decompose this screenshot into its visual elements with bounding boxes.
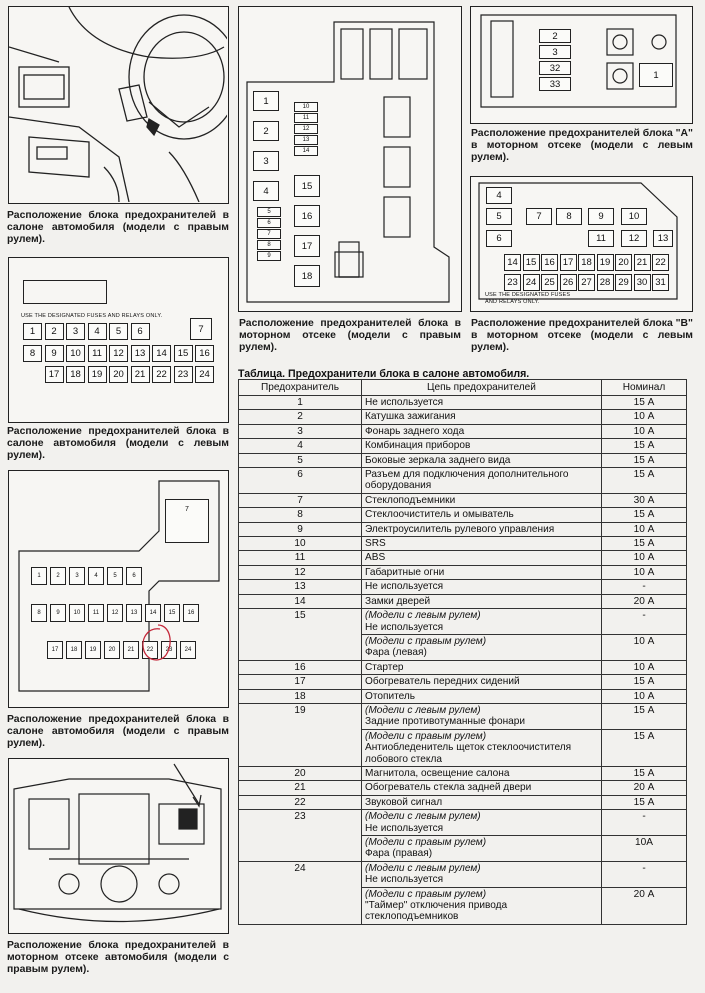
engine-bay-drawing — [9, 759, 227, 932]
circuit-cell — [362, 729, 602, 766]
circuit-cell — [362, 660, 602, 674]
figure-block-b — [470, 176, 693, 312]
fuse-number: 20 — [239, 766, 362, 780]
fuse-15: 15 — [294, 175, 320, 197]
table-row — [239, 508, 687, 522]
circuit-cell — [362, 594, 602, 608]
fuse-21: 21 — [123, 641, 139, 659]
table-row — [239, 609, 687, 635]
fuse-number: 21 — [239, 781, 362, 795]
circuit-text: Отопитель — [365, 690, 416, 702]
rating-cell: - — [602, 861, 687, 887]
circuit-cell — [362, 551, 602, 565]
fuse-16: 16 — [294, 205, 320, 227]
fuse-2: 2 — [539, 29, 571, 43]
fuse-23: 23 — [504, 274, 521, 291]
relay-7: 7 — [165, 499, 209, 543]
circuit-cell — [362, 508, 602, 522]
table-row — [239, 537, 687, 551]
circuit-cell — [362, 537, 602, 551]
circuit-text: Комбинация приборов — [365, 440, 471, 452]
circuit-cell — [362, 396, 602, 410]
table-row — [239, 493, 687, 507]
table-row — [239, 703, 687, 729]
rating-cell: - — [602, 810, 687, 836]
rating-cell: 10 А — [602, 424, 687, 438]
fuse-21: 21 — [634, 254, 651, 271]
fuse-7: 7 — [257, 229, 281, 239]
fuse-4: 4 — [88, 567, 104, 585]
fuse-19: 19 — [597, 254, 614, 271]
designated-fuses-note: USE THE DESIGNATED FUSES AND RELAYS ONLY. — [21, 313, 163, 319]
fuse-number: 22 — [239, 795, 362, 809]
circuit-text: Стартер — [365, 661, 404, 673]
fuse-6: 6 — [486, 230, 512, 247]
fuse-15: 15 — [523, 254, 540, 271]
rating-cell: 15 А — [602, 729, 687, 766]
fuse-3: 3 — [69, 567, 85, 585]
fuse-31: 31 — [652, 274, 669, 291]
dashboard-drawing — [9, 7, 227, 202]
fuse-8: 8 — [257, 240, 281, 250]
fuse-14: 14 — [152, 345, 171, 362]
rating-cell: 15 А — [602, 508, 687, 522]
fuse-4: 4 — [88, 323, 107, 340]
model-note: (Модели с правым рулем) — [365, 730, 487, 742]
fuse-18: 18 — [66, 366, 85, 383]
fuse-11: 11 — [88, 345, 107, 362]
circuit-cell — [362, 703, 602, 729]
fuse-table — [238, 379, 687, 925]
circuit-text: Задние противотуманные фонари — [365, 716, 526, 728]
circuit-text: Не используется — [365, 581, 444, 593]
table-row — [239, 439, 687, 453]
fuse-17: 17 — [560, 254, 577, 271]
table-row — [239, 424, 687, 438]
fuse-5: 5 — [107, 567, 123, 585]
fuse-number: 13 — [239, 580, 362, 594]
fuse-number: 6 — [239, 468, 362, 494]
circuit-cell — [362, 781, 602, 795]
circuit-text: Стеклоочиститель и омыватель — [365, 509, 514, 521]
fuse-12: 12 — [107, 604, 123, 622]
fuse-number: 1 — [239, 396, 362, 410]
fuse-number: 9 — [239, 522, 362, 536]
circuit-text: ABS — [365, 552, 386, 564]
fuse-7: 7 — [526, 208, 552, 225]
table-row — [239, 410, 687, 424]
fuse-10: 10 — [294, 102, 318, 112]
figure-rhd-engine-fuse-box — [238, 6, 462, 312]
model-note: (Модели с правым рулем) — [365, 888, 487, 900]
fuse-18: 18 — [66, 641, 82, 659]
fuse-number: 5 — [239, 453, 362, 467]
header-rating: Номинал — [602, 380, 687, 396]
fuse-number: 23 — [239, 810, 362, 862]
circuit-text: Замки дверей — [365, 595, 431, 607]
rating-cell: 20 А — [602, 887, 687, 924]
table-row — [239, 453, 687, 467]
table-row — [239, 689, 687, 703]
rating-cell: - — [602, 580, 687, 594]
circuit-text: Звуковой сигнал — [365, 796, 443, 808]
circuit-text: Боковые зеркала заднего вида — [365, 454, 511, 466]
table-row — [239, 580, 687, 594]
circuit-cell — [362, 565, 602, 579]
designated-fuses-note-line1: USE THE DESIGNATED FUSES — [485, 292, 571, 298]
fuse-number: 19 — [239, 703, 362, 766]
fuse-9: 9 — [45, 345, 64, 362]
fuse-1: 1 — [31, 567, 47, 585]
model-note: (Модели с левым рулем) — [365, 862, 481, 874]
circuit-cell — [362, 453, 602, 467]
fuse-24: 24 — [195, 366, 214, 383]
circuit-cell — [362, 468, 602, 494]
header-fuse: Предохранитель — [239, 380, 362, 396]
table-row — [239, 594, 687, 608]
rating-cell: - — [602, 609, 687, 635]
fuse-17: 17 — [45, 366, 64, 383]
rating-cell: 15 А — [602, 396, 687, 410]
rating-cell: 20 А — [602, 781, 687, 795]
fuse-number: 17 — [239, 675, 362, 689]
fuse-20: 20 — [109, 366, 128, 383]
rating-cell: 10 А — [602, 689, 687, 703]
circuit-text: Разъем для подключения дополнительного оборудования — [365, 469, 569, 492]
table-row — [239, 468, 687, 494]
rating-cell: 10А — [602, 836, 687, 862]
table-row — [239, 660, 687, 674]
fuse-1: 1 — [253, 91, 279, 111]
circuit-text: Обогреватель стекла задней двери — [365, 782, 532, 794]
designated-fuses-note-line2: AND RELAYS ONLY. — [485, 299, 540, 305]
fuse-33: 33 — [539, 77, 571, 91]
fuse-number: 15 — [239, 609, 362, 661]
fuse-9: 9 — [50, 604, 66, 622]
fuse-13: 13 — [653, 230, 673, 247]
circuit-cell — [362, 634, 602, 660]
relay-slot-top — [23, 280, 107, 304]
circuit-cell — [362, 689, 602, 703]
fuse-6: 6 — [131, 323, 150, 340]
fuse-number: 2 — [239, 410, 362, 424]
red-circle-mark — [138, 621, 178, 665]
table-row — [239, 781, 687, 795]
fuse-number: 12 — [239, 565, 362, 579]
circuit-text: "Таймер" отключения привода стеклоподъемников — [365, 900, 508, 923]
relay-7: 7 — [190, 318, 212, 340]
fuse-14: 14 — [145, 604, 161, 622]
fuse-8: 8 — [31, 604, 47, 622]
fuse-29: 29 — [615, 274, 632, 291]
table-row — [239, 675, 687, 689]
table-row — [239, 565, 687, 579]
fuse-6: 6 — [126, 567, 142, 585]
circuit-cell — [362, 522, 602, 536]
fuse-27: 27 — [578, 274, 595, 291]
rating-cell: 15 А — [602, 675, 687, 689]
rating-cell: 15 А — [602, 703, 687, 729]
fuse-22: 22 — [142, 641, 158, 659]
rating-cell: 15 А — [602, 795, 687, 809]
figure-cabin-block-location — [8, 6, 229, 204]
caption-figure-2: Расположение предохранителей блока в салоне автомобиля (модели с левым рулем). — [7, 426, 229, 461]
fuse-number: 11 — [239, 551, 362, 565]
fuse-number: 16 — [239, 660, 362, 674]
fuse-11: 11 — [88, 604, 104, 622]
fuse-number: 24 — [239, 861, 362, 924]
fuse-9: 9 — [588, 208, 614, 225]
fuse-26: 26 — [560, 274, 577, 291]
header-circuit: Цепь предохранителей — [362, 380, 602, 396]
caption-figure-6: Расположение предохранителей блока "А" в моторном отсеке (модели с левым рулем). — [471, 128, 693, 163]
circuit-text: Катушка зажигания — [365, 411, 456, 423]
figure-block-a — [470, 6, 693, 124]
circuit-text: Не используется — [365, 822, 444, 834]
relay-1: 1 — [639, 63, 673, 87]
fuse-10: 10 — [66, 345, 85, 362]
rating-cell: 15 А — [602, 439, 687, 453]
fuse-8: 8 — [23, 345, 42, 362]
fuse-22: 22 — [152, 366, 171, 383]
circuit-cell — [362, 675, 602, 689]
rating-cell: 10 А — [602, 410, 687, 424]
fuse-15: 15 — [174, 345, 193, 362]
fuse-number: 14 — [239, 594, 362, 608]
fuse-15: 15 — [164, 604, 180, 622]
fuse-12: 12 — [109, 345, 128, 362]
circuit-text: Фара (левая) — [365, 647, 427, 659]
fuse-2: 2 — [45, 323, 64, 340]
rating-cell: 10 А — [602, 660, 687, 674]
circuit-text: Электроусилитель рулевого управления — [365, 523, 555, 535]
table-row — [239, 766, 687, 780]
fuse-10: 10 — [621, 208, 647, 225]
circuit-cell — [362, 795, 602, 809]
fuse-2: 2 — [253, 121, 279, 141]
circuit-cell — [362, 766, 602, 780]
model-note: (Модели с левым рулем) — [365, 811, 481, 823]
fuse-14: 14 — [294, 146, 318, 156]
circuit-cell — [362, 439, 602, 453]
circuit-cell — [362, 424, 602, 438]
fuse-9: 9 — [257, 251, 281, 261]
fuse-14: 14 — [504, 254, 521, 271]
fuse-11: 11 — [294, 113, 318, 123]
circuit-text: Не используется — [365, 621, 444, 633]
rating-cell: 15 А — [602, 766, 687, 780]
fuse-3: 3 — [253, 151, 279, 171]
model-note: (Модели с левым рулем) — [365, 610, 481, 622]
circuit-text: Антиобледенитель щеток стеклоочистителя лобового стекла — [365, 742, 572, 765]
fuse-21: 21 — [131, 366, 150, 383]
circuit-cell — [362, 810, 602, 836]
fuse-number: 18 — [239, 689, 362, 703]
rating-cell: 15 А — [602, 453, 687, 467]
fuse-number: 10 — [239, 537, 362, 551]
table-row — [239, 396, 687, 410]
rating-cell: 15 А — [602, 537, 687, 551]
caption-figure-7: Расположение предохранителей блока "В" в моторном отсеке (модели с левым рулем). — [471, 318, 693, 353]
circuit-cell — [362, 580, 602, 594]
fuse-number: 3 — [239, 424, 362, 438]
table-row — [239, 861, 687, 887]
fuse-23: 23 — [174, 366, 193, 383]
fuse-8: 8 — [556, 208, 582, 225]
fuse-19: 19 — [85, 641, 101, 659]
circuit-text: SRS — [365, 538, 386, 550]
fuse-3: 3 — [539, 45, 571, 59]
caption-figure-5: Расположение предохранителей блока в моторном отсеке (модели с правым рулем). — [239, 318, 461, 353]
rating-cell: 15 А — [602, 468, 687, 494]
circuit-text: Не используется — [365, 874, 444, 886]
fuse-6: 6 — [257, 218, 281, 228]
circuit-cell — [362, 410, 602, 424]
figure-engine-bay-location — [8, 758, 229, 934]
caption-figure-1: Расположение блока предохранителей в салоне автомобиля (модели с правым рулем). — [7, 210, 229, 245]
circuit-text: Обогреватель передних сидений — [365, 676, 520, 688]
model-note: (Модели с правым рулем) — [365, 635, 487, 647]
fuse-16: 16 — [195, 345, 214, 362]
fuse-11: 11 — [588, 230, 614, 247]
fuse-16: 16 — [183, 604, 199, 622]
figure-rhd-cabin-fuse-box — [8, 470, 229, 708]
fuse-19: 19 — [88, 366, 107, 383]
fuse-24: 24 — [180, 641, 196, 659]
fuse-24: 24 — [523, 274, 540, 291]
rating-cell: 10 А — [602, 551, 687, 565]
fuse-13: 13 — [131, 345, 150, 362]
table-row — [239, 551, 687, 565]
model-note: (Модели с левым рулем) — [365, 704, 481, 716]
table-row — [239, 522, 687, 536]
fuse-10: 10 — [69, 604, 85, 622]
fuse-20: 20 — [104, 641, 120, 659]
fuse-25: 25 — [541, 274, 558, 291]
fuse-13: 13 — [294, 135, 318, 145]
fuse-32: 32 — [539, 61, 571, 75]
fuse-17: 17 — [47, 641, 63, 659]
circuit-cell — [362, 836, 602, 862]
circuit-text: Фара (правая) — [365, 848, 433, 860]
circuit-text: Фонарь заднего хода — [365, 425, 465, 437]
fuse-28: 28 — [597, 274, 614, 291]
fuse-18: 18 — [578, 254, 595, 271]
fuse-23: 23 — [161, 641, 177, 659]
circuit-text: Не используется — [365, 397, 444, 408]
circuit-cell — [362, 887, 602, 924]
fuse-1: 1 — [23, 323, 42, 340]
fuse-18: 18 — [294, 265, 320, 287]
table-row — [239, 810, 687, 836]
fuse-number: 7 — [239, 493, 362, 507]
rating-cell: 10 А — [602, 522, 687, 536]
fuse-3: 3 — [66, 323, 85, 340]
model-note: (Модели с правым рулем) — [365, 837, 487, 848]
table-title: Таблица. Предохранители блока в салоне автомобиля. — [238, 368, 530, 380]
circuit-cell — [362, 493, 602, 507]
fuse-17: 17 — [294, 235, 320, 257]
circuit-cell — [362, 861, 602, 887]
circuit-text: Магнитола, освещение салона — [365, 767, 510, 779]
rating-cell: 10 А — [602, 565, 687, 579]
fuse-4: 4 — [253, 181, 279, 201]
rating-cell: 30 А — [602, 493, 687, 507]
circuit-text: Габаритные огни — [365, 566, 445, 578]
fuse-12: 12 — [294, 124, 318, 134]
rating-cell: 10 А — [602, 634, 687, 660]
table-row — [239, 795, 687, 809]
fuse-5: 5 — [257, 207, 281, 217]
circuit-text: Стеклоподъемники — [365, 494, 456, 506]
figure-lhd-cabin-fuse-box — [8, 257, 229, 423]
fuse-number: 4 — [239, 439, 362, 453]
fuse-13: 13 — [126, 604, 142, 622]
fuse-5: 5 — [109, 323, 128, 340]
fuse-16: 16 — [541, 254, 558, 271]
fuse-22: 22 — [652, 254, 669, 271]
caption-figure-4: Расположение блока предохранителей в моторном отсеке автомобиля (модели с правым рулем). — [7, 940, 229, 975]
fuse-4: 4 — [486, 187, 512, 204]
fuse-number: 8 — [239, 508, 362, 522]
fuse-12: 12 — [621, 230, 647, 247]
rating-cell: 20 А — [602, 594, 687, 608]
fuse-30: 30 — [634, 274, 651, 291]
circuit-cell — [362, 609, 602, 635]
fuse-20: 20 — [615, 254, 632, 271]
fuse-5: 5 — [486, 208, 512, 225]
fuse-2: 2 — [50, 567, 66, 585]
caption-figure-3: Расположение предохранителей блока в салоне автомобиля (модели с правым рулем). — [7, 714, 229, 749]
